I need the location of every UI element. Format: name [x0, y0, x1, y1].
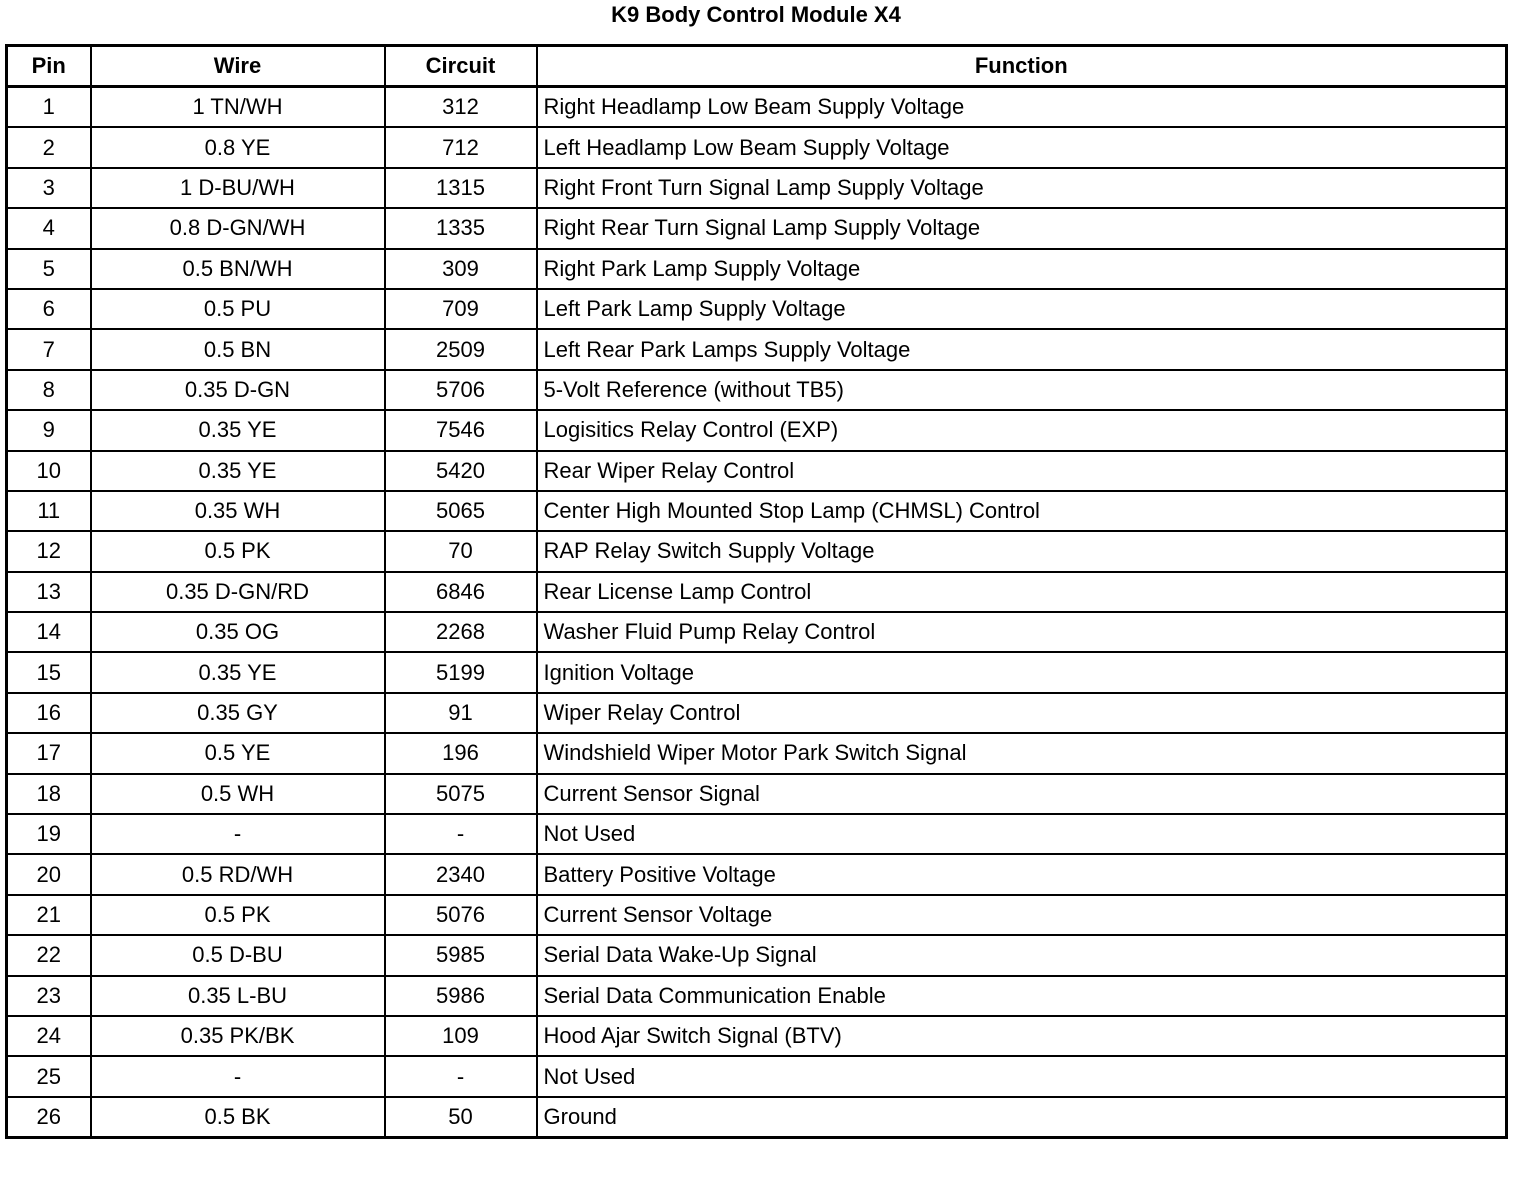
- circuit-cell: 5075: [385, 774, 537, 814]
- wire-cell: 1 D-BU/WH: [91, 168, 385, 208]
- function-cell: Logisitics Relay Control (EXP): [537, 410, 1507, 450]
- pin-cell: 14: [7, 612, 91, 652]
- function-cell: Current Sensor Voltage: [537, 895, 1507, 935]
- wire-cell: 0.35 YE: [91, 451, 385, 491]
- table-row: [7, 976, 1507, 1016]
- function-cell: Hood Ajar Switch Signal (BTV): [537, 1016, 1507, 1056]
- function-cell: Rear License Lamp Control: [537, 572, 1507, 612]
- column-header-pin: Pin: [7, 46, 91, 87]
- wire-cell: 0.35 L-BU: [91, 976, 385, 1016]
- pin-cell: 24: [7, 1016, 91, 1056]
- circuit-cell: -: [385, 814, 537, 854]
- circuit-cell: 196: [385, 733, 537, 773]
- function-cell: Rear Wiper Relay Control: [537, 451, 1507, 491]
- circuit-cell: -: [385, 1056, 537, 1096]
- table-row: [7, 652, 1507, 692]
- table-row: [7, 935, 1507, 975]
- wire-cell: 0.5 PU: [91, 289, 385, 329]
- function-cell: Windshield Wiper Motor Park Switch Signal: [537, 733, 1507, 773]
- table-row: [7, 127, 1507, 167]
- table-row: [7, 733, 1507, 773]
- wire-cell: 0.35 D-GN/RD: [91, 572, 385, 612]
- wire-cell: 0.35 WH: [91, 491, 385, 531]
- function-cell: Current Sensor Signal: [537, 774, 1507, 814]
- wire-cell: 0.8 D-GN/WH: [91, 208, 385, 248]
- table-row: [7, 410, 1507, 450]
- table-row: [7, 531, 1507, 571]
- circuit-cell: 5706: [385, 370, 537, 410]
- wire-cell: 1 TN/WH: [91, 87, 385, 128]
- circuit-cell: 91: [385, 693, 537, 733]
- circuit-cell: 5199: [385, 652, 537, 692]
- table-row: [7, 289, 1507, 329]
- pin-cell: 23: [7, 976, 91, 1016]
- pin-cell: 11: [7, 491, 91, 531]
- function-cell: Ignition Voltage: [537, 652, 1507, 692]
- page-title: K9 Body Control Module X4: [611, 2, 901, 27]
- table-row: [7, 451, 1507, 491]
- circuit-cell: 2340: [385, 854, 537, 894]
- pin-cell: 6: [7, 289, 91, 329]
- pin-cell: 18: [7, 774, 91, 814]
- wire-cell: 0.5 RD/WH: [91, 854, 385, 894]
- pin-cell: 8: [7, 370, 91, 410]
- circuit-cell: 5985: [385, 935, 537, 975]
- table-row: [7, 774, 1507, 814]
- wire-cell: 0.35 YE: [91, 410, 385, 450]
- column-header-circuit: Circuit: [385, 46, 537, 87]
- pin-cell: 19: [7, 814, 91, 854]
- circuit-cell: 7546: [385, 410, 537, 450]
- wire-cell: 0.35 D-GN: [91, 370, 385, 410]
- function-cell: Right Park Lamp Supply Voltage: [537, 249, 1507, 289]
- circuit-cell: 50: [385, 1097, 537, 1138]
- circuit-cell: 312: [385, 87, 537, 128]
- circuit-cell: 5420: [385, 451, 537, 491]
- function-cell: Battery Positive Voltage: [537, 854, 1507, 894]
- wire-cell: 0.5 D-BU: [91, 935, 385, 975]
- wire-cell: 0.5 BN/WH: [91, 249, 385, 289]
- table-row: [7, 612, 1507, 652]
- table-row: [7, 168, 1507, 208]
- table-body: [7, 87, 1507, 1138]
- wire-cell: 0.5 BK: [91, 1097, 385, 1138]
- circuit-cell: 109: [385, 1016, 537, 1056]
- function-cell: Ground: [537, 1097, 1507, 1138]
- circuit-cell: 2268: [385, 612, 537, 652]
- table-row: [7, 491, 1507, 531]
- wire-cell: 0.35 PK/BK: [91, 1016, 385, 1056]
- function-cell: Wiper Relay Control: [537, 693, 1507, 733]
- pin-cell: 13: [7, 572, 91, 612]
- table-header-row: [7, 46, 1507, 87]
- pin-cell: 7: [7, 329, 91, 369]
- column-header-function: Function: [537, 46, 1507, 87]
- pin-cell: 25: [7, 1056, 91, 1096]
- function-cell: Not Used: [537, 814, 1507, 854]
- pin-cell: 16: [7, 693, 91, 733]
- connector-pinout-table: [5, 44, 1508, 1139]
- pin-cell: 1: [7, 87, 91, 128]
- column-header-wire: Wire: [91, 46, 385, 87]
- pin-cell: 9: [7, 410, 91, 450]
- pin-cell: 10: [7, 451, 91, 491]
- function-cell: Left Rear Park Lamps Supply Voltage: [537, 329, 1507, 369]
- wire-cell: 0.5 YE: [91, 733, 385, 773]
- wire-cell: 0.35 YE: [91, 652, 385, 692]
- circuit-cell: 309: [385, 249, 537, 289]
- table-row: [7, 1056, 1507, 1096]
- table-row: [7, 208, 1507, 248]
- function-cell: Right Rear Turn Signal Lamp Supply Voltage: [537, 208, 1507, 248]
- wire-cell: 0.35 GY: [91, 693, 385, 733]
- wire-cell: 0.5 PK: [91, 531, 385, 571]
- pin-cell: 21: [7, 895, 91, 935]
- circuit-cell: 6846: [385, 572, 537, 612]
- wire-cell: 0.5 WH: [91, 774, 385, 814]
- wire-cell: -: [91, 1056, 385, 1096]
- function-cell: Serial Data Wake-Up Signal: [537, 935, 1507, 975]
- pin-cell: 22: [7, 935, 91, 975]
- circuit-cell: 5065: [385, 491, 537, 531]
- table-row: [7, 87, 1507, 128]
- wire-cell: 0.35 OG: [91, 612, 385, 652]
- function-cell: Washer Fluid Pump Relay Control: [537, 612, 1507, 652]
- table-row: [7, 814, 1507, 854]
- pin-cell: 26: [7, 1097, 91, 1138]
- function-cell: Not Used: [537, 1056, 1507, 1096]
- circuit-cell: 5986: [385, 976, 537, 1016]
- circuit-cell: 712: [385, 127, 537, 167]
- table-row: [7, 572, 1507, 612]
- wire-cell: 0.8 YE: [91, 127, 385, 167]
- wire-cell: 0.5 BN: [91, 329, 385, 369]
- table-row: [7, 854, 1507, 894]
- pin-cell: 15: [7, 652, 91, 692]
- pin-cell: 12: [7, 531, 91, 571]
- pin-cell: 3: [7, 168, 91, 208]
- wire-cell: 0.5 PK: [91, 895, 385, 935]
- table-row: [7, 693, 1507, 733]
- table-row: [7, 329, 1507, 369]
- pin-cell: 20: [7, 854, 91, 894]
- circuit-cell: 70: [385, 531, 537, 571]
- wire-cell: -: [91, 814, 385, 854]
- function-cell: Right Headlamp Low Beam Supply Voltage: [537, 87, 1507, 128]
- circuit-cell: 709: [385, 289, 537, 329]
- function-cell: RAP Relay Switch Supply Voltage: [537, 531, 1507, 571]
- table-row: [7, 895, 1507, 935]
- circuit-cell: 1315: [385, 168, 537, 208]
- table-row: [7, 370, 1507, 410]
- pin-cell: 5: [7, 249, 91, 289]
- function-cell: 5-Volt Reference (without TB5): [537, 370, 1507, 410]
- circuit-cell: 1335: [385, 208, 537, 248]
- pin-cell: 4: [7, 208, 91, 248]
- pin-cell: 2: [7, 127, 91, 167]
- pin-cell: 17: [7, 733, 91, 773]
- function-cell: Left Park Lamp Supply Voltage: [537, 289, 1507, 329]
- circuit-cell: 5076: [385, 895, 537, 935]
- function-cell: Right Front Turn Signal Lamp Supply Voltage: [537, 168, 1507, 208]
- table-row: [7, 249, 1507, 289]
- function-cell: Serial Data Communication Enable: [537, 976, 1507, 1016]
- table-row: [7, 1097, 1507, 1138]
- function-cell: Left Headlamp Low Beam Supply Voltage: [537, 127, 1507, 167]
- function-cell: Center High Mounted Stop Lamp (CHMSL) Control: [537, 491, 1507, 531]
- table-row: [7, 1016, 1507, 1056]
- circuit-cell: 2509: [385, 329, 537, 369]
